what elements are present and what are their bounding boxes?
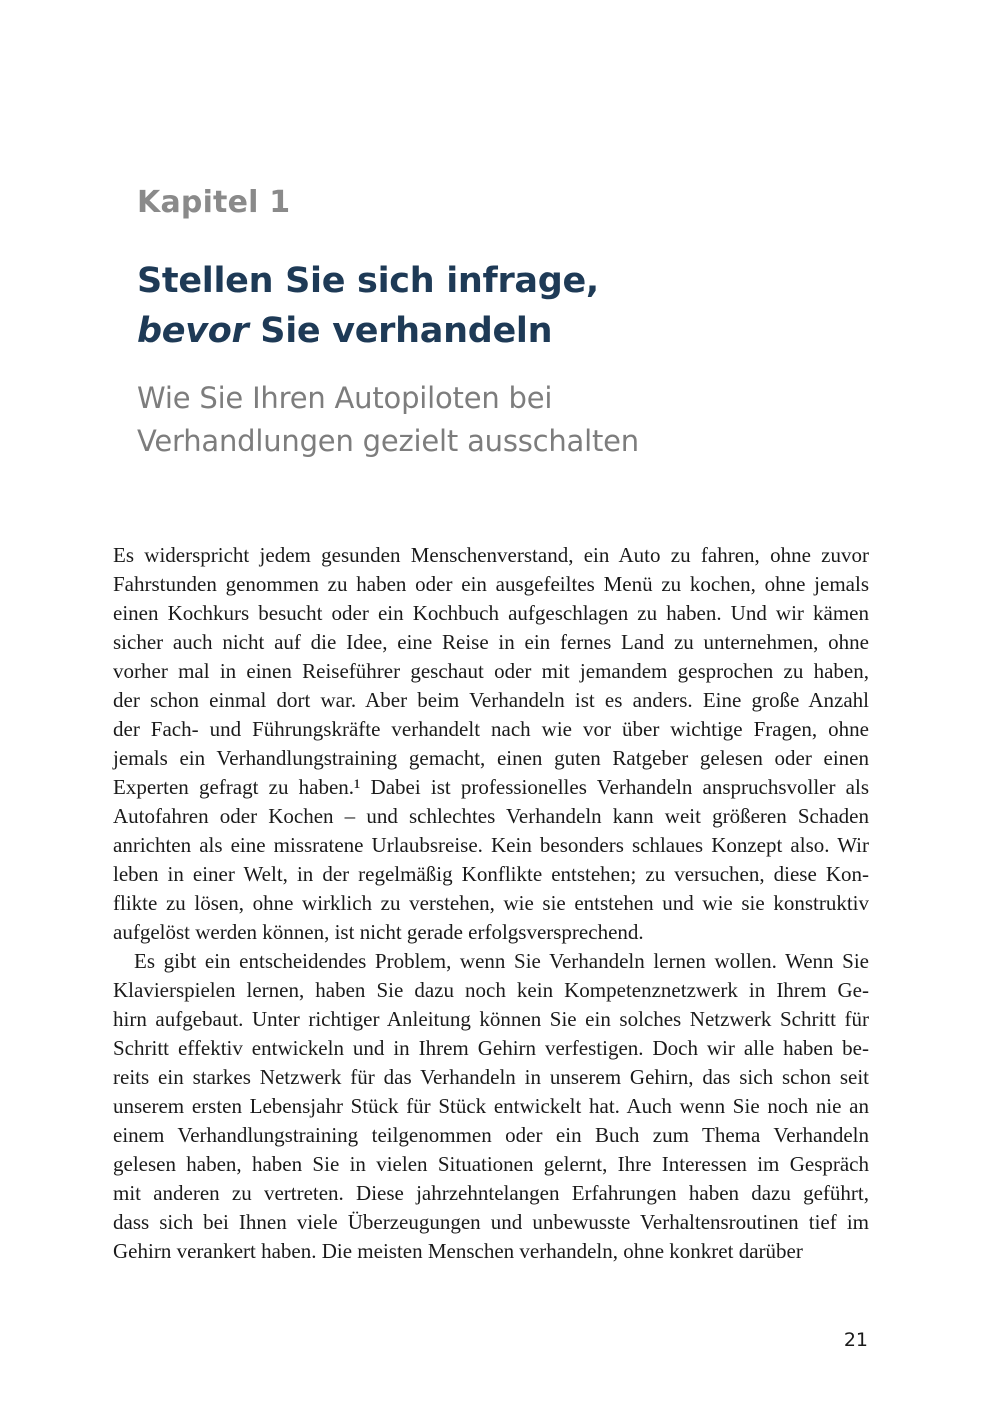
text-line: Gehirn verankert haben. Die meisten Menschen verhandeln, ohne konkret darüber — [113, 1239, 803, 1263]
text-line: Klavierspielen lernen, haben Sie dazu noch kein Kompetenznetzwerk in Ihrem Ge- — [113, 978, 869, 1002]
chapter-title-line-2-rest: Sie verhandeln — [248, 311, 553, 351]
chapter-subtitle-line-1: Wie Sie Ihren Autopiloten bei — [137, 381, 553, 415]
text-line: sicher auch nicht auf die Idee, eine Reise in ein fernes Land zu unternehmen, ohne — [113, 630, 869, 654]
chapter-subtitle — [137, 377, 639, 463]
page-number: 21 — [843, 1329, 868, 1351]
text-line: Autofahren oder Kochen – und schlechtes Verhandeln kann weit größeren Schaden — [113, 804, 869, 828]
chapter-title-line-2 — [137, 306, 599, 356]
paragraph-1 — [113, 541, 869, 947]
text-line: anrichten als eine missratene Urlaubsreise. Kein besonders schlaues Konzept also. Wir — [113, 833, 869, 857]
text-line: einen Kochkurs besucht oder ein Kochbuch aufgeschlagen zu haben. Und wir kämen — [113, 601, 869, 625]
text-line: aufgelöst werden können, ist nicht gerade erfolgsversprechend. — [113, 920, 644, 944]
paragraph-2 — [113, 947, 869, 1266]
chapter-label: Kapitel 1 — [137, 185, 291, 220]
text-line: der Fach- und Führungskräfte verhandelt nach wie vor über wichtige Fragen, ohne — [113, 717, 869, 741]
text-line: unserem ersten Lebensjahr Stück für Stück entwickelt hat. Auch wenn Sie noch nie an — [113, 1094, 869, 1118]
text-line: Es widerspricht jedem gesunden Menschenverstand, ein Auto zu fahren, ohne zuvor — [113, 543, 869, 567]
text-line: dass sich bei Ihnen viele Überzeugungen und unbewusste Verhaltensroutinen tief im — [113, 1210, 869, 1234]
text-line: Experten gefragt zu haben.¹ Dabei ist professionelles Verhandeln anspruchsvoller als — [113, 775, 869, 799]
chapter-subtitle-line-2: Verhandlungen gezielt ausschalten — [137, 424, 639, 458]
chapter-title-line-1: Stellen Sie sich infrage, — [137, 261, 599, 301]
text-line: jemals ein Verhandlungstraining gemacht, einen guten Ratgeber gelesen oder einen — [113, 746, 869, 770]
text-line: hirn aufgebaut. Unter richtiger Anleitung können Sie ein solches Netzwerk Schritt für — [113, 1007, 869, 1031]
text-line: mit anderen zu vertreten. Diese jahrzehntelangen Erfahrungen haben dazu geführt, — [113, 1181, 869, 1205]
text-line: vorher mal in einen Reiseführer geschaut oder mit jemandem gesprochen zu haben, — [113, 659, 869, 683]
text-line: der schon einmal dort war. Aber beim Verhandeln ist es anders. Eine große Anzahl — [113, 688, 869, 712]
text-line: Es gibt ein entscheidendes Problem, wenn Sie Verhandeln lernen wollen. Wenn Sie — [134, 949, 869, 973]
body-text — [113, 541, 869, 1266]
text-line: Schritt effektiv entwickeln und in Ihrem Gehirn verfestigen. Doch wir alle haben be- — [113, 1036, 869, 1060]
text-line: gelesen haben, haben Sie in vielen Situationen gelernt, Ihre Interessen im Gespräch — [113, 1152, 869, 1176]
text-line: reits ein starkes Netzwerk für das Verhandeln in unserem Gehirn, das sich schon seit — [113, 1065, 869, 1089]
text-line: Fahrstunden genommen zu haben oder ein ausgefeiltes Menü zu kochen, ohne jemals — [113, 572, 869, 596]
chapter-title — [137, 256, 599, 356]
text-line: einem Verhandlungstraining teilgenommen oder ein Buch zum Thema Verhandeln — [113, 1123, 869, 1147]
text-line: leben in einer Welt, in der regelmäßig Konflikte entstehen; zu versuchen, diese Kon- — [113, 862, 869, 886]
text-line: flikte zu lösen, ohne wirklich zu verstehen, wie sie entstehen und wie sie konstruktiv — [113, 891, 869, 915]
chapter-title-emphasis: bevor — [137, 311, 249, 351]
